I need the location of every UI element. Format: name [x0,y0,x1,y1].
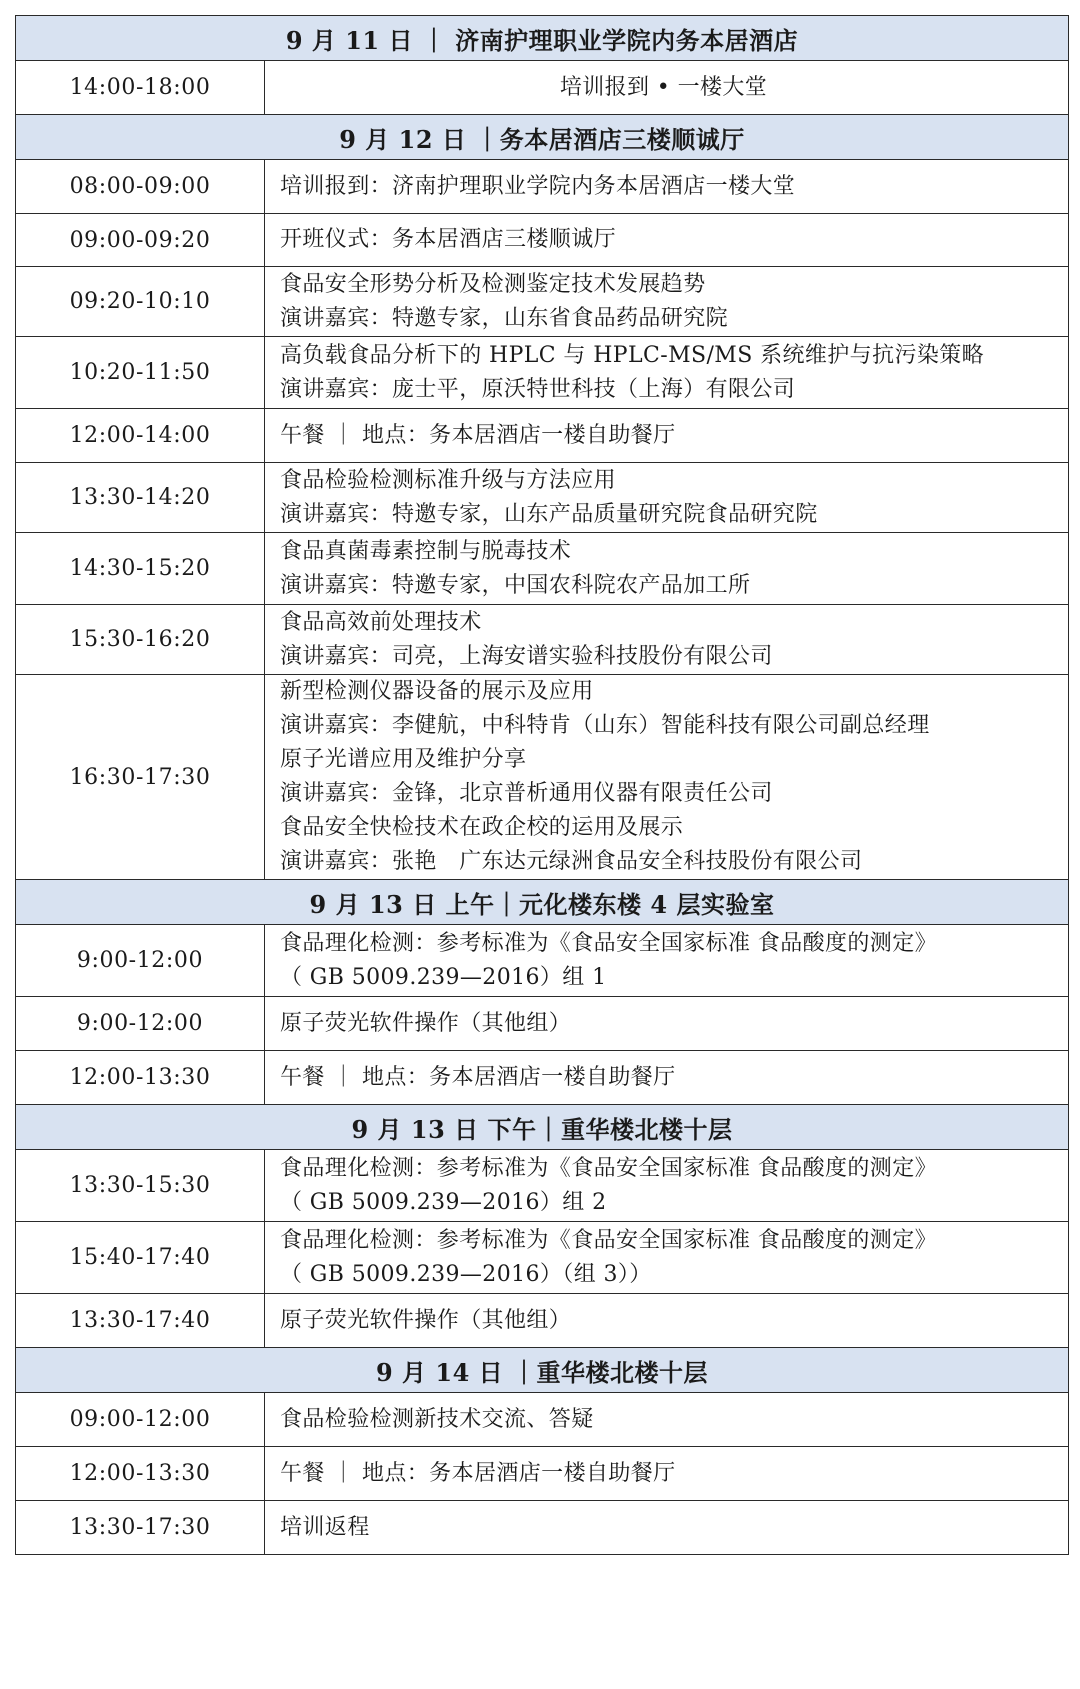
content-line: 食品理化检测：参考标准为《食品安全国家标准 食品酸度的测定》 [280,930,937,956]
content-line: 午餐 ｜ 地点：务本居酒店一楼自助餐厅 [280,1064,676,1090]
content-cell [265,61,1069,115]
content-line: （ GB 5009.239—2016）组 1 [280,964,607,990]
time-cell: 16:30-17:30 [16,675,265,880]
content-cell [265,1051,1069,1105]
schedule-row [16,160,1069,214]
content-line: （ GB 5009.239—2016）组 2 [280,1189,607,1215]
speaker-line: 演讲嘉宾：张艳 广东达元绿洲食品安全科技股份有限公司 [280,849,863,874]
content-cell [265,925,1069,997]
speaker-line: 演讲嘉宾：特邀专家，中国农科院农产品加工所 [280,572,751,598]
schedule-row [16,997,1069,1051]
content-line: 午餐 ｜ 地点：务本居酒店一楼自助餐厅 [280,422,676,448]
time-cell: 09:00-09:20 [16,214,265,267]
time-cell: 9:00-12:00 [16,925,265,997]
speaker-line: 演讲嘉宾：司亮，上海安谱实验科技股份有限公司 [280,643,773,669]
schedule-row [16,1501,1069,1555]
content-cell [265,463,1069,533]
time-cell: 14:00-18:00 [16,61,265,115]
schedule-row [16,337,1069,409]
time-cell: 15:40-17:40 [16,1222,265,1294]
talk-title: 食品安全快检技术在政企校的运用及展示 [280,815,684,840]
content-cell [265,267,1069,337]
content-cell [265,1222,1069,1294]
content-cell [265,1393,1069,1447]
schedule-row [16,533,1069,605]
talk-title: 原子光谱应用及维护分享 [280,747,527,772]
schedule-row [16,1294,1069,1348]
day-header-text: 9 月 12 日 ｜务本居酒店三楼顺诚厅 [16,115,1069,160]
day-header-text: 9 月 13 日 下午｜重华楼北楼十层 [16,1105,1069,1150]
time-cell: 13:30-17:40 [16,1294,265,1348]
schedule-row [16,463,1069,533]
talk-title: 新型检测仪器设备的展示及应用 [280,679,594,704]
schedule-page [15,15,1068,1555]
schedule-row [16,675,1069,880]
time-cell: 12:00-13:30 [16,1447,265,1501]
schedule-row [16,1222,1069,1294]
schedule-row [16,61,1069,115]
content-line: 培训报到：济南护理职业学院内务本居酒店一楼大堂 [280,173,796,199]
content-line: 食品理化检测：参考标准为《食品安全国家标准 食品酸度的测定》 [280,1227,937,1253]
speaker-line: 演讲嘉宾：特邀专家，山东省食品药品研究院 [280,305,729,331]
talk-title: 食品高效前处理技术 [280,609,482,635]
content-cell [265,1447,1069,1501]
day-header-text: 9 月 13 日 上午｜元化楼东楼 4 层实验室 [16,880,1069,925]
schedule-row [16,605,1069,675]
content-cell [265,160,1069,214]
talk-title: 高负载食品分析下的 HPLC 与 HPLC-MS/MS 系统维护与抗污染策略 [280,342,985,368]
time-cell: 10:20-11:50 [16,337,265,409]
schedule-row [16,214,1069,267]
schedule-row [16,1150,1069,1222]
content-cell [265,1294,1069,1348]
time-cell: 09:00-12:00 [16,1393,265,1447]
content-line: 原子荧光软件操作（其他组） [280,1307,572,1333]
day-header-sep14 [16,1348,1069,1393]
content-line: （ GB 5009.239—2016）（组 3）） [280,1261,652,1287]
time-cell: 13:30-15:30 [16,1150,265,1222]
day-header-text: 9 月 14 日 ｜重华楼北楼十层 [16,1348,1069,1393]
content-line: 原子荧光软件操作（其他组） [280,1010,572,1036]
day-header-sep11 [16,16,1069,61]
talk-title: 食品安全形势分析及检测鉴定技术发展趋势 [280,271,706,297]
schedule-row [16,267,1069,337]
schedule-row [16,1393,1069,1447]
content-cell [265,409,1069,463]
schedule-table [15,15,1069,1555]
schedule-row [16,1051,1069,1105]
speaker-line: 演讲嘉宾：金锋，北京普析通用仪器有限责任公司 [280,781,773,806]
time-cell: 09:20-10:10 [16,267,265,337]
speaker-line: 演讲嘉宾：李健航，中科特肯（山东）智能科技有限公司副总经理 [280,713,930,738]
content-cell [265,675,1069,880]
time-cell: 13:30-14:20 [16,463,265,533]
day-header-sep13-pm [16,1105,1069,1150]
content-line: 开班仪式：务本居酒店三楼顺诚厅 [280,227,617,252]
day-header-text: 9 月 11 日 ｜ 济南护理职业学院内务本居酒店 [16,16,1069,61]
time-cell: 13:30-17:30 [16,1501,265,1555]
day-header-sep13-am [16,880,1069,925]
time-cell: 9:00-12:00 [16,997,265,1051]
talk-title: 食品检验检测标准升级与方法应用 [280,467,617,493]
talk-title: 食品真菌毒素控制与脱毒技术 [280,538,572,564]
day-header-sep12 [16,115,1069,160]
time-cell: 15:30-16:20 [16,605,265,675]
content-cell [265,337,1069,409]
schedule-row [16,1447,1069,1501]
content-cell [265,1501,1069,1555]
content-line: 食品检验检测新技术交流、答疑 [280,1406,594,1432]
content-cell [265,997,1069,1051]
schedule-row [16,925,1069,997]
content-line: 午餐 ｜ 地点：务本居酒店一楼自助餐厅 [280,1460,676,1486]
time-cell: 08:00-09:00 [16,160,265,214]
schedule-row [16,409,1069,463]
time-cell: 12:00-13:30 [16,1051,265,1105]
speaker-line: 演讲嘉宾：特邀专家，山东产品质量研究院食品研究院 [280,501,818,527]
content-line: 培训报到 • 一楼大堂 [559,74,768,100]
time-cell: 12:00-14:00 [16,409,265,463]
content-cell [265,533,1069,605]
content-cell [265,1150,1069,1222]
time-cell: 14:30-15:20 [16,533,265,605]
speaker-line: 演讲嘉宾：庞士平，原沃特世科技（上海）有限公司 [280,376,796,402]
content-line: 食品理化检测：参考标准为《食品安全国家标准 食品酸度的测定》 [280,1155,937,1181]
content-cell [265,605,1069,675]
content-line: 培训返程 [280,1514,370,1540]
content-cell [265,214,1069,267]
